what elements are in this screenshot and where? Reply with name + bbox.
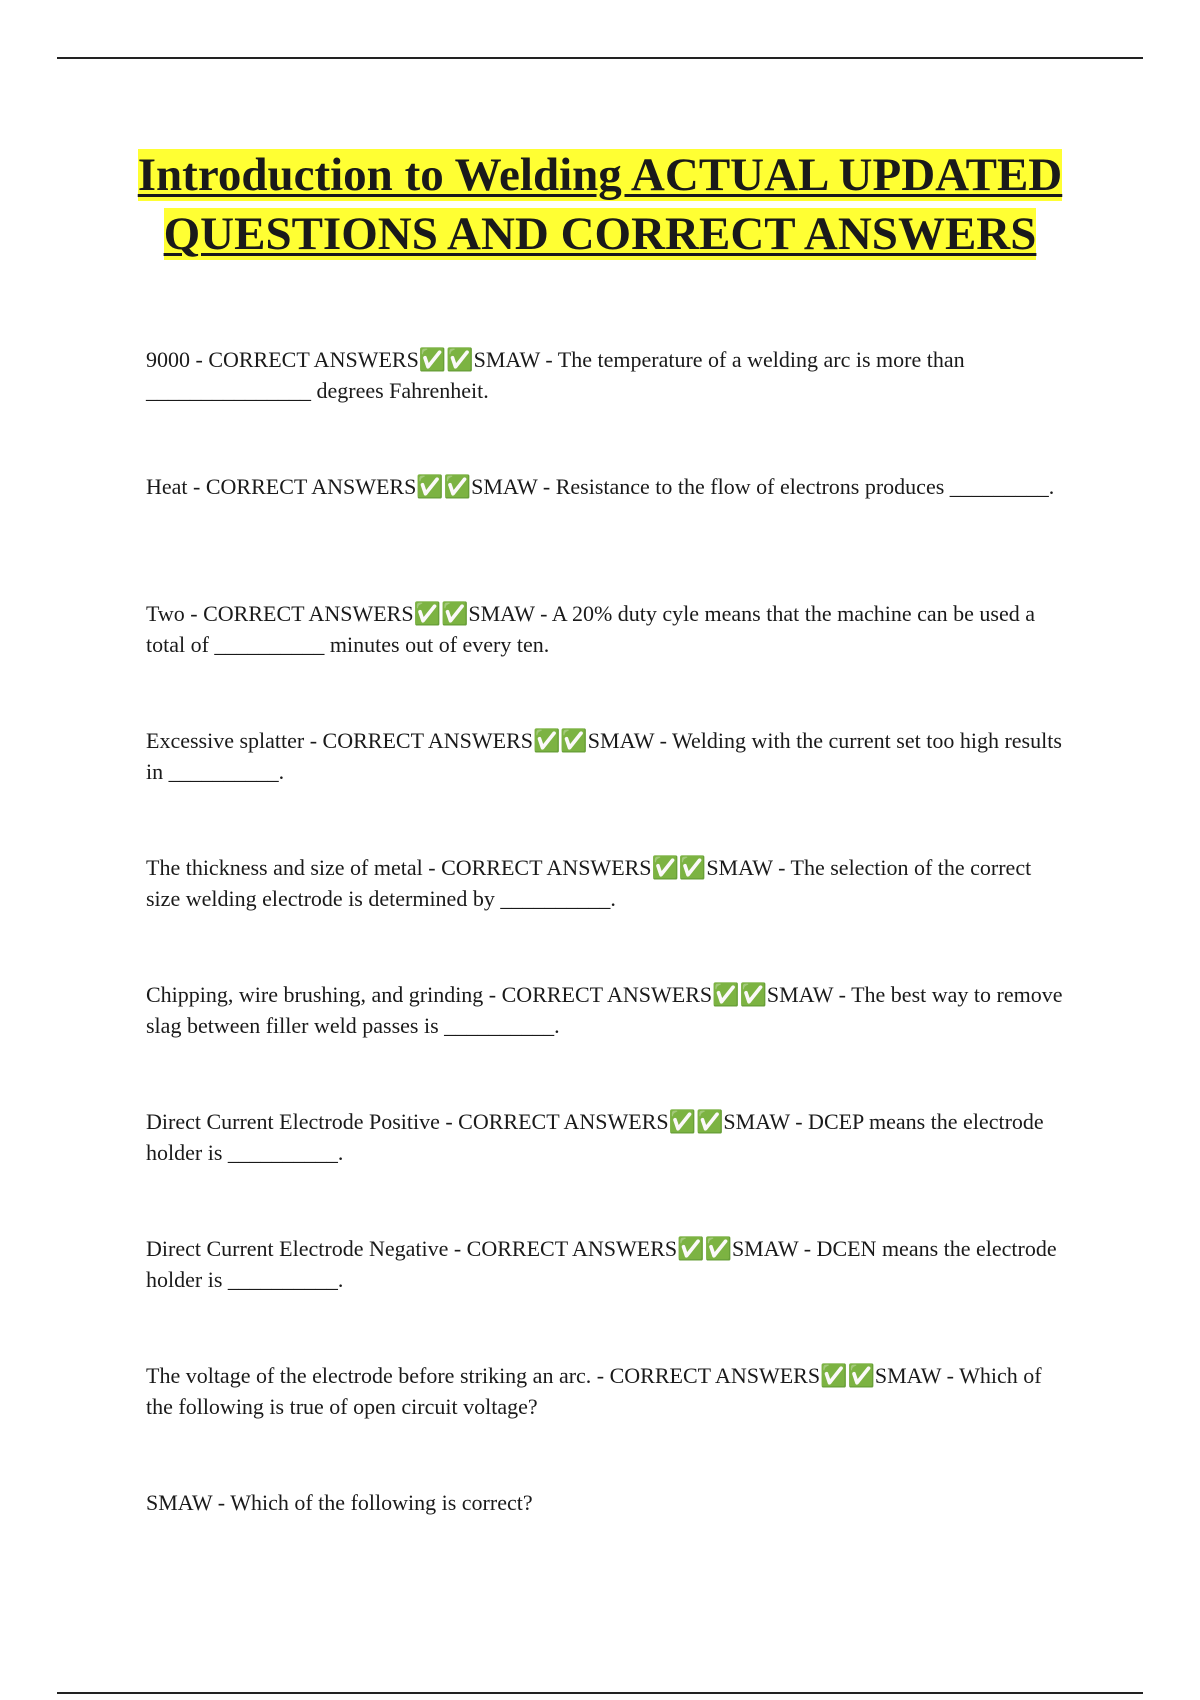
- qa-item: Direct Current Electrode Positive - CORRECT ANSWERS✅✅SMAW - DCEP means the electrode holder is __________.: [146, 1109, 1044, 1165]
- qa-item: Direct Current Electrode Negative - CORRECT ANSWERS✅✅SMAW - DCEN means the electrode holder is __________.: [146, 1236, 1057, 1292]
- qa-item: The thickness and size of metal - CORRECT ANSWERS✅✅SMAW - The selection of the correct size welding electrode is determined by __________.: [146, 855, 1032, 911]
- qa-item: The voltage of the electrode before striking an arc. - CORRECT ANSWERS✅✅SMAW - Which of the following is true of open circuit voltage?: [146, 1363, 1042, 1419]
- qa-item: Two - CORRECT ANSWERS✅✅SMAW - A 20% duty cyle means that the machine can be used a total of __________ minutes out of every ten.: [146, 601, 1036, 657]
- qa-item: Excessive splatter - CORRECT ANSWERS✅✅SMAW - Welding with the current set too high results in __________.: [146, 728, 1062, 784]
- qa-item: Chipping, wire brushing, and grinding - CORRECT ANSWERS✅✅SMAW - The best way to remove slag between filler weld passes is __________.: [146, 982, 1063, 1038]
- footer-rule: [57, 1692, 1143, 1694]
- qa-list: [146, 344, 1066, 1583]
- document-title: [120, 146, 1080, 264]
- header-rule: [57, 57, 1143, 59]
- qa-item: SMAW - Which of the following is correct?: [146, 1490, 533, 1515]
- qa-item: Heat - CORRECT ANSWERS✅✅SMAW - Resistance to the flow of electrons produces _________.: [146, 474, 1055, 499]
- qa-item: 9000 - CORRECT ANSWERS✅✅SMAW - The temperature of a welding arc is more than _______________ degrees Fahrenheit.: [146, 347, 965, 403]
- title-highlight: Introduction to Welding ACTUAL UPDATED QUESTIONS AND CORRECT ANSWERS: [137, 149, 1063, 260]
